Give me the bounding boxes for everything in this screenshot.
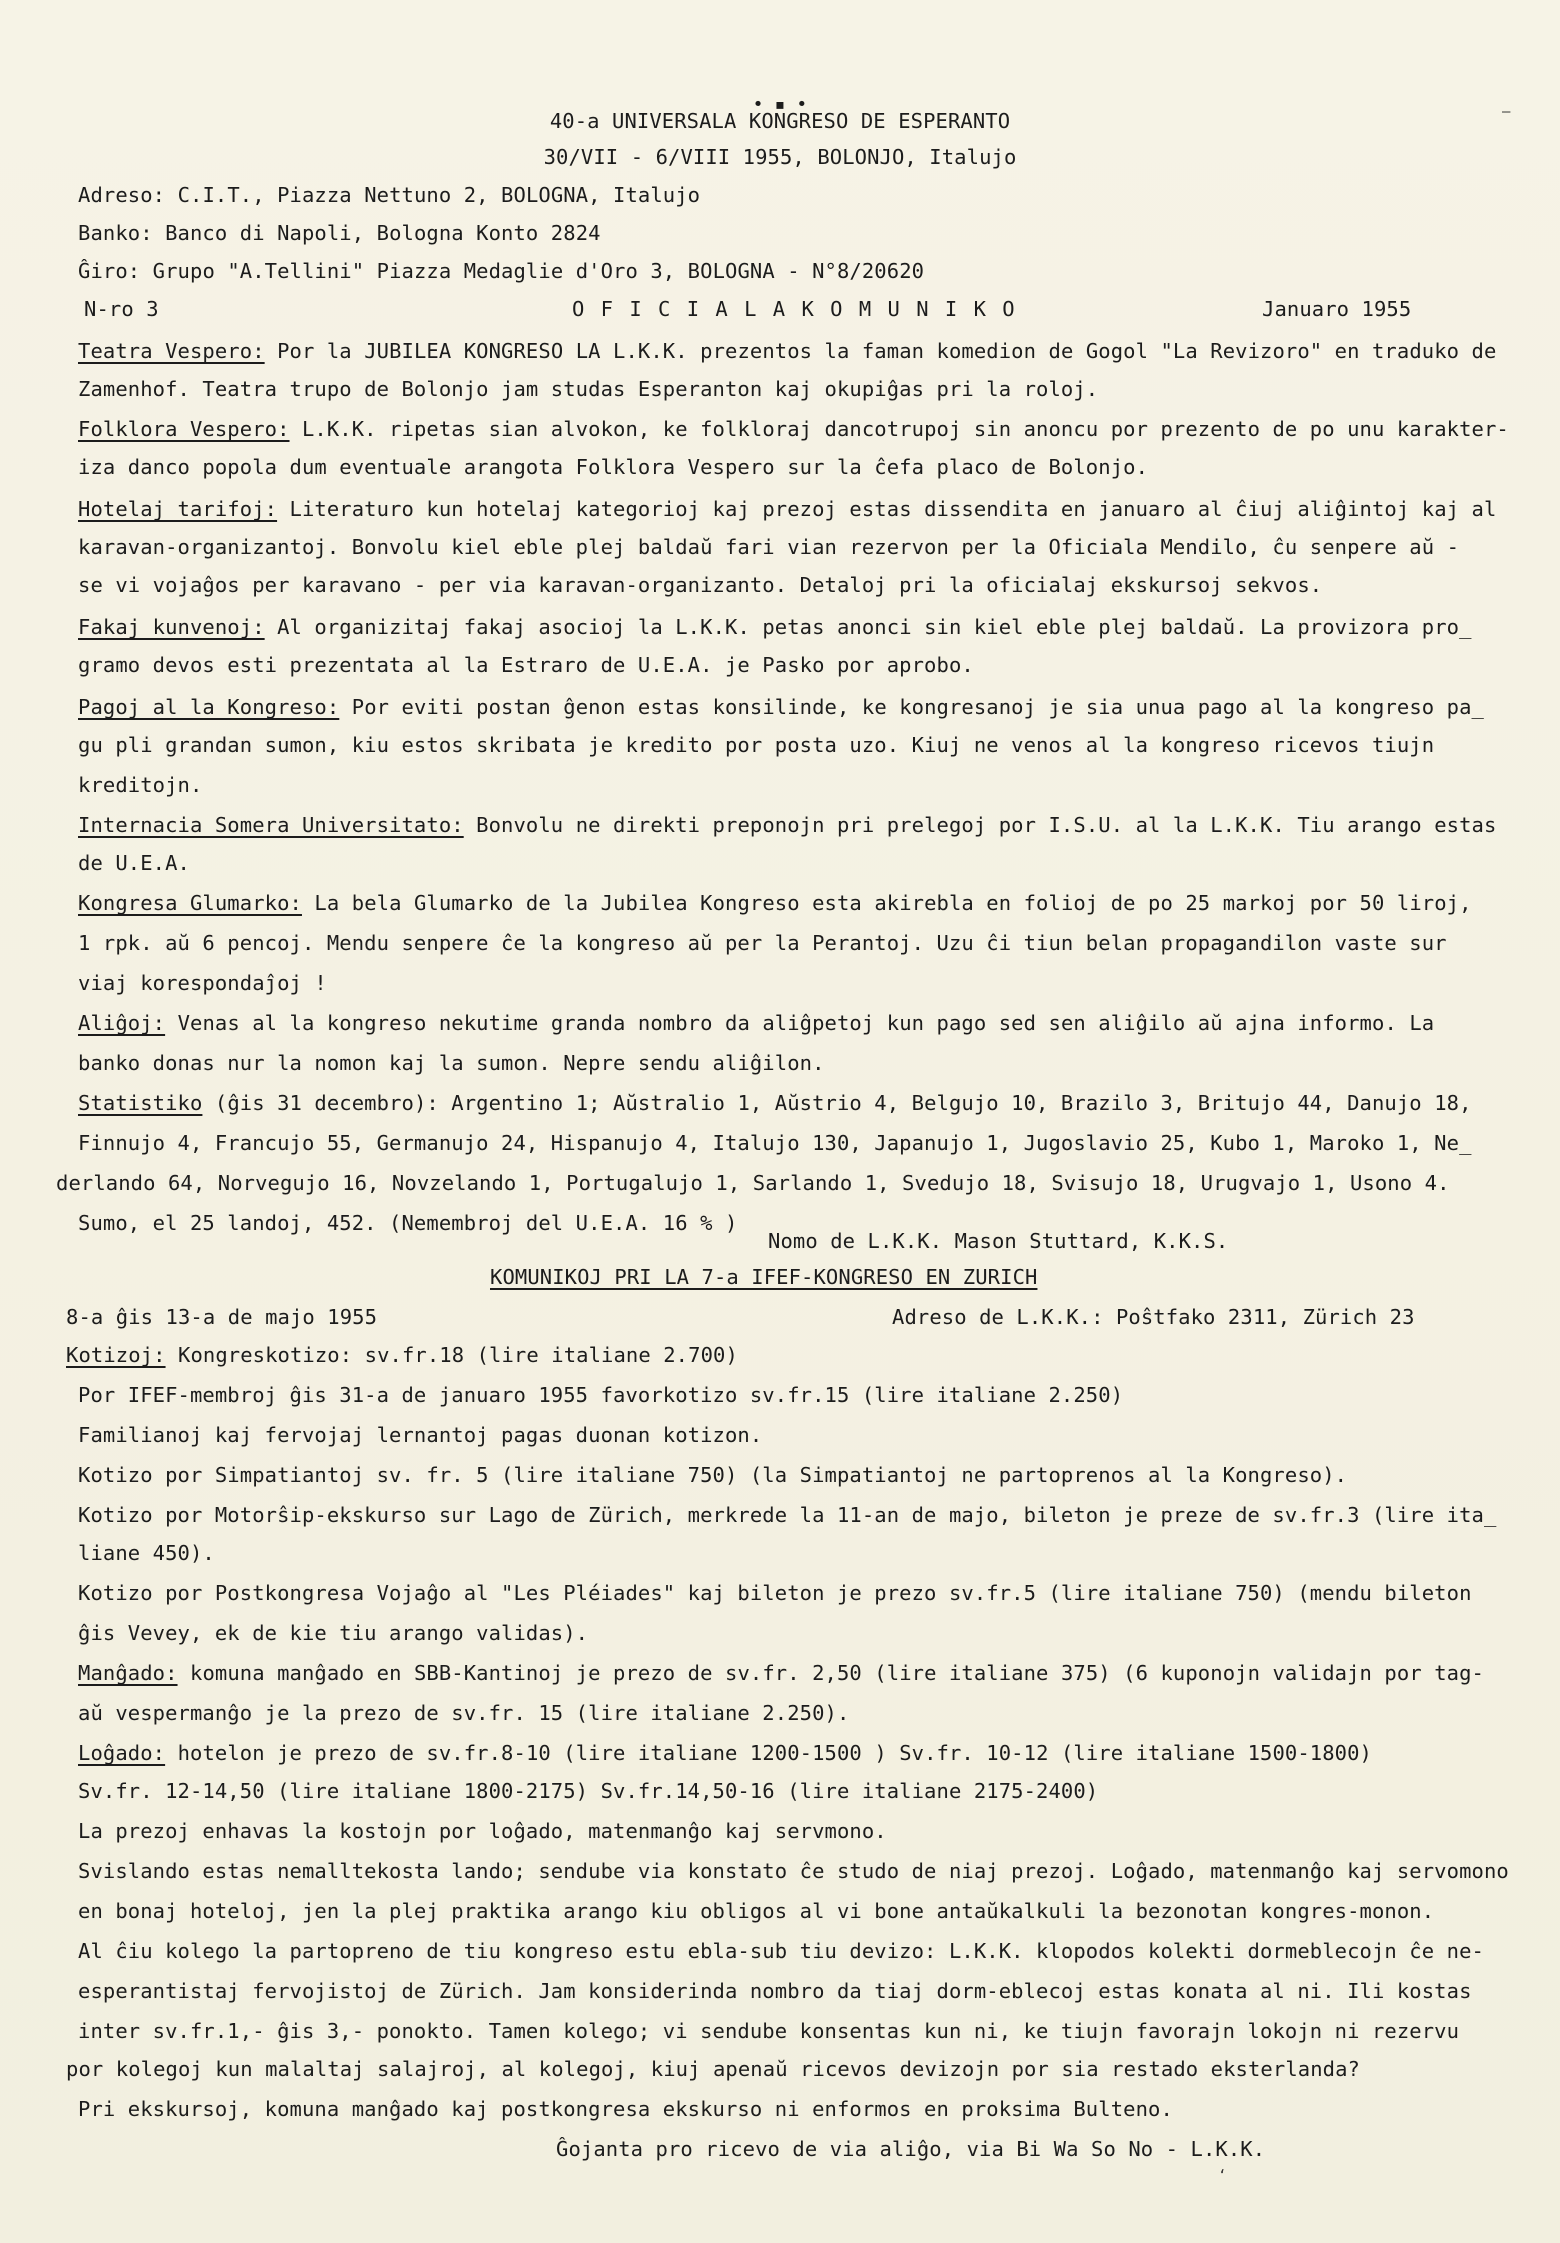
statistiko-text: (ĝis 31 decembro): Argentino 1; Aŭstralio 1, Aŭstrio 4, Belgujo 10, Brazilo 3, Britujo 44, Danujo 18,	[214, 1091, 1472, 1115]
aligoj-para-line2: banko donas nur la nomon kaj la sumon. Nepre sendu aliĝilon.	[78, 1051, 825, 1075]
ifef-line-17: esperantistaj fervojistoj de Zürich. Jam konsiderinda nombro da tiaj dorm-eblecoj estas konata al ni. Ili kostas	[78, 1979, 1472, 2003]
isu-heading: Internacia Somera Universitato:	[78, 813, 464, 837]
ifef-address: Adreso de L.K.K.: Poŝtfako 2311, Zürich 23	[892, 1305, 1415, 1329]
congress-dates: 30/VII - 6/VIII 1955, BOLONJO, Italujo	[543, 145, 1017, 169]
mangado-text: komuna manĝado en SBB-Kantinoj je prezo de sv.fr. 2,50 (lire italiane 375) (6 kuponojn validajn por tag-	[190, 1661, 1484, 1685]
ifef-line-20: Pri ekskursoj, komuna manĝado kaj postkongresa ekskurso ni enformos en proksima Bulteno.	[78, 2097, 1173, 2121]
isu-para-line1	[78, 812, 1496, 838]
ifef-line-4: Kotizo por Simpatiantoj sv. fr. 5 (lire italiane 750) (la Simpatiantoj ne partoprenos al la Kongreso).	[78, 1463, 1348, 1487]
statistiko-para-line4: Sumo, el 25 landoj, 452. (Nemembroj del U.E.A. 16 % )	[78, 1211, 738, 1235]
bank-line	[78, 220, 601, 246]
address-line	[78, 182, 700, 208]
mangado-heading: Manĝado:	[78, 1661, 178, 1685]
ifef-dates: 8-a ĝis 13-a de majo 1955	[66, 1305, 378, 1329]
teatra-heading: Teatra Vespero:	[78, 339, 265, 363]
statistiko-para-line1	[78, 1090, 1472, 1116]
fakaj-para-line2: gramo devos esti prezentata al la Estraro de U.E.A. je Pasko por aprobo.	[78, 653, 974, 677]
ifef-line-14: Svislando estas nemalltekosta lando; sendube via konstato ĉe studo de niaj prezoj. Loĝado, matenmanĝo kaj servomono	[78, 1859, 1509, 1883]
document-date: Januaro 1955	[1262, 297, 1412, 321]
statistiko-heading: Statistiko	[78, 1091, 203, 1115]
logado-line1	[78, 1740, 1372, 1766]
kotizoj-text: Kongreskotizo: sv.fr.18 (lire italiane 2.700)	[178, 1343, 738, 1367]
ifef-line-5: Kotizo por Motorŝip-ekskurso sur Lago de Zürich, merkrede la 11-an de majo, bileton je preze de sv.fr.3 (lire ita_	[78, 1503, 1497, 1527]
teatra-para-line2: Zamenhof. Teatra trupo de Bolonjo jam studas Esperanton kaj okupiĝas pri la roloj.	[78, 377, 1099, 401]
teatra-para-line1	[78, 338, 1496, 364]
corner-mark: –	[1502, 104, 1511, 120]
statistiko-para-line3: derlando 64, Norvegujo 16, Novzelando 1, Portugalujo 1, Sarlando 1, Svedujo 18, Svisujo 18, Urugvajo 1, Usono 4.	[56, 1171, 1450, 1195]
document-title: O F I C I A L A K O M U N I K O	[572, 297, 1017, 321]
mangado-line2: aŭ vespermanĝo je la prezo de sv.fr. 15 (lire italiane 2.250).	[78, 1701, 850, 1725]
ifef-heading	[490, 1264, 1037, 1290]
hotelaj-para-line2: karavan-organizantoj. Bonvolu kiel eble plej baldaŭ fari vian rezervon per la Oficiala Mendilo, ĉu senpere aŭ -	[78, 535, 1460, 559]
isu-para-line2: de U.E.A.	[78, 851, 190, 875]
ifef-line-13: La prezoj enhavas la kostojn por loĝado, matenmanĝo kaj servmono.	[78, 1819, 887, 1843]
header-marks: • ▪ •	[752, 94, 808, 115]
logado-text: hotelon je prezo de sv.fr.8-10 (lire italiane 1200-1500 ) Sv.fr. 10-12 (lire italiane 1500-1800)	[177, 1741, 1372, 1765]
glumarko-para-line3: viaj korespondaĵoj !	[78, 971, 327, 995]
glumarko-para-line2: 1 rpk. aŭ 6 pencoj. Mendu senpere ĉe la kongreso aŭ per la Perantoj. Uzu ĉi tiun belan propagandilon vaste sur	[78, 931, 1447, 955]
ifef-line-16: Al ĉiu kolego la partopreno de tiu kongreso estu ebla-sub tiu devizo: L.K.K. klopodos kolekti dormeblecojn ĉe ne-	[78, 1939, 1484, 1963]
fakaj-para-line1	[78, 614, 1472, 640]
giro-label: Ĝiro:	[78, 259, 141, 283]
folklora-para-line2: iza danco popola dum eventuale arangota Folklora Vespero sur la ĉefa placo de Bolonjo.	[78, 455, 1149, 479]
glumarko-para-line1	[78, 890, 1472, 916]
hotelaj-para-line1	[78, 496, 1496, 522]
fakaj-heading: Fakaj kunvenoj:	[78, 615, 265, 639]
pagoj-text: Por eviti postan ĝenon estas konsilinde, ke kongresanoj je sia unua pago al la kongreso pa_	[351, 695, 1484, 719]
ifef-line-15: en bonaj hoteloj, jen la plej praktika arango kiu obligos al vi bone antaŭkalkuli la bezonotan kongres-monon.	[78, 1899, 1435, 1923]
glumarko-text: La bela Glumarko de la Jubilea Kongreso esta akirebla en folioj de po 25 markoj por 50 liroj,	[314, 891, 1472, 915]
logado-heading: Loĝado:	[78, 1741, 166, 1765]
pagoj-heading: Pagoj al la Kongreso:	[78, 695, 340, 719]
pagoj-para-line1	[78, 694, 1484, 720]
folklora-heading: Folklora Vespero:	[78, 417, 290, 441]
ifef-line-19: por kolegoj kun malaltaj salajroj, al kolegoj, kiuj apenaŭ ricevos devizojn por sia restado eksterlanda?	[66, 2057, 1360, 2081]
glumarko-heading: Kongresa Glumarko:	[78, 891, 302, 915]
ifef-heading-text: KOMUNIKOJ PRI LA 7-a IFEF-KONGRESO EN ZURICH	[490, 1265, 1038, 1289]
closing-line: Ĝojanta pro ricevo de via aliĝo, via Bi Wa So No - L.K.K.	[556, 2137, 1266, 2161]
fakaj-text: Al organizitaj fakaj asocioj la L.K.K. petas anonci sin kiel eble plej baldaŭ. La provizora pro_	[277, 615, 1472, 639]
bank-value: Banco di Napoli, Bologna Konto 2824	[165, 221, 601, 245]
teatra-text: Por la JUBILEA KONGRESO LA L.K.K. prezentos la faman komedion de Gogol "La Revizoro" en traduko de	[277, 339, 1497, 363]
ifef-line-7: Kotizo por Postkongresa Vojaĝo al "Les Pléiades" kaj bileton je prezo sv.fr.5 (lire italiane 750) (mendu bileton	[78, 1581, 1472, 1605]
lkk-signature: Nomo de L.K.K. Mason Stuttard, K.K.S.	[768, 1229, 1229, 1253]
folklora-para-line1	[78, 416, 1509, 442]
giro-value: Grupo "A.Tellini" Piazza Medaglie d'Oro 3, BOLOGNA - N°8/20620	[152, 259, 925, 283]
folklora-text: L.K.K. ripetas sian alvokon, ke folkloraj dancotrupoj sin anoncu por prezento de po unu karakter-	[301, 417, 1509, 441]
bank-label: Banko:	[78, 221, 153, 245]
kotizoj-heading: Kotizoj:	[66, 1343, 166, 1367]
congress-title: 40-a UNIVERSALA KONGRESO DE ESPERANTO	[549, 109, 1011, 133]
ifef-line-3: Familianoj kaj fervojaj lernantoj pagas duonan kotizon.	[78, 1423, 763, 1447]
ifef-line-18: inter sv.fr.1,- ĝis 3,- ponokto. Tamen kolego; vi sendube konsentas kun ni, ke tiujn favorajn lokojn ni rezervu	[78, 2019, 1460, 2043]
mangado-line1	[78, 1660, 1484, 1686]
ifef-line-6: liane 450).	[78, 1541, 215, 1565]
aligoj-heading: Aliĝoj:	[78, 1011, 166, 1035]
ifef-line-2: Por IFEF-membroj ĝis 31-a de januaro 1955 favorkotizo sv.fr.15 (lire italiane 2.250)	[78, 1383, 1124, 1407]
giro-line	[78, 258, 924, 284]
aligoj-para-line1	[78, 1010, 1434, 1036]
logado-line2: Sv.fr. 12-14,50 (lire italiane 1800-2175) Sv.fr.14,50-16 (lire italiane 2175-2400)	[78, 1779, 1099, 1803]
issue-number: N-ro 3	[84, 297, 159, 321]
pagoj-para-line3: kreditojn.	[78, 773, 203, 797]
pagoj-para-line2: gu pli grandan sumon, kiu estos skribata je kredito por posta uzo. Kiuj ne venos al la kongreso ricevos tiujn	[78, 733, 1435, 757]
ifef-line-8: ĝis Vevey, ek de kie tiu arango validas).	[78, 1621, 589, 1645]
isu-text: Bonvolu ne direkti preponojn pri prelegoj por I.S.U. al la L.K.K. Tiu arango estas	[476, 813, 1497, 837]
kotizoj-line1	[66, 1342, 738, 1368]
address-label: Adreso:	[78, 183, 166, 207]
hotelaj-heading: Hotelaj tarifoj:	[78, 497, 278, 521]
statistiko-para-line2: Finnujo 4, Francujo 55, Germanujo 24, Hispanujo 4, Italujo 130, Japanujo 1, Jugoslavio 25, Kubo 1, Maroko 1, Ne_	[78, 1131, 1472, 1155]
aligoj-text: Venas al la kongreso nekutime granda nombro da aliĝpetoj kun pago sed sen aliĝilo aŭ ajna informo. La	[177, 1011, 1435, 1035]
bottom-mark: ‘	[1218, 2168, 1227, 2184]
address-value: C.I.T., Piazza Nettuno 2, BOLOGNA, Italujo	[177, 183, 701, 207]
hotelaj-text: Literaturo kun hotelaj kategorioj kaj prezoj estas dissendita en januaro al ĉiuj aliĝintoj kaj al	[289, 497, 1497, 521]
hotelaj-para-line3: se vi vojaĝos per karavano - per via karavan-organizanto. Detaloj pri la oficialaj ekskursoj sekvos.	[78, 573, 1323, 597]
